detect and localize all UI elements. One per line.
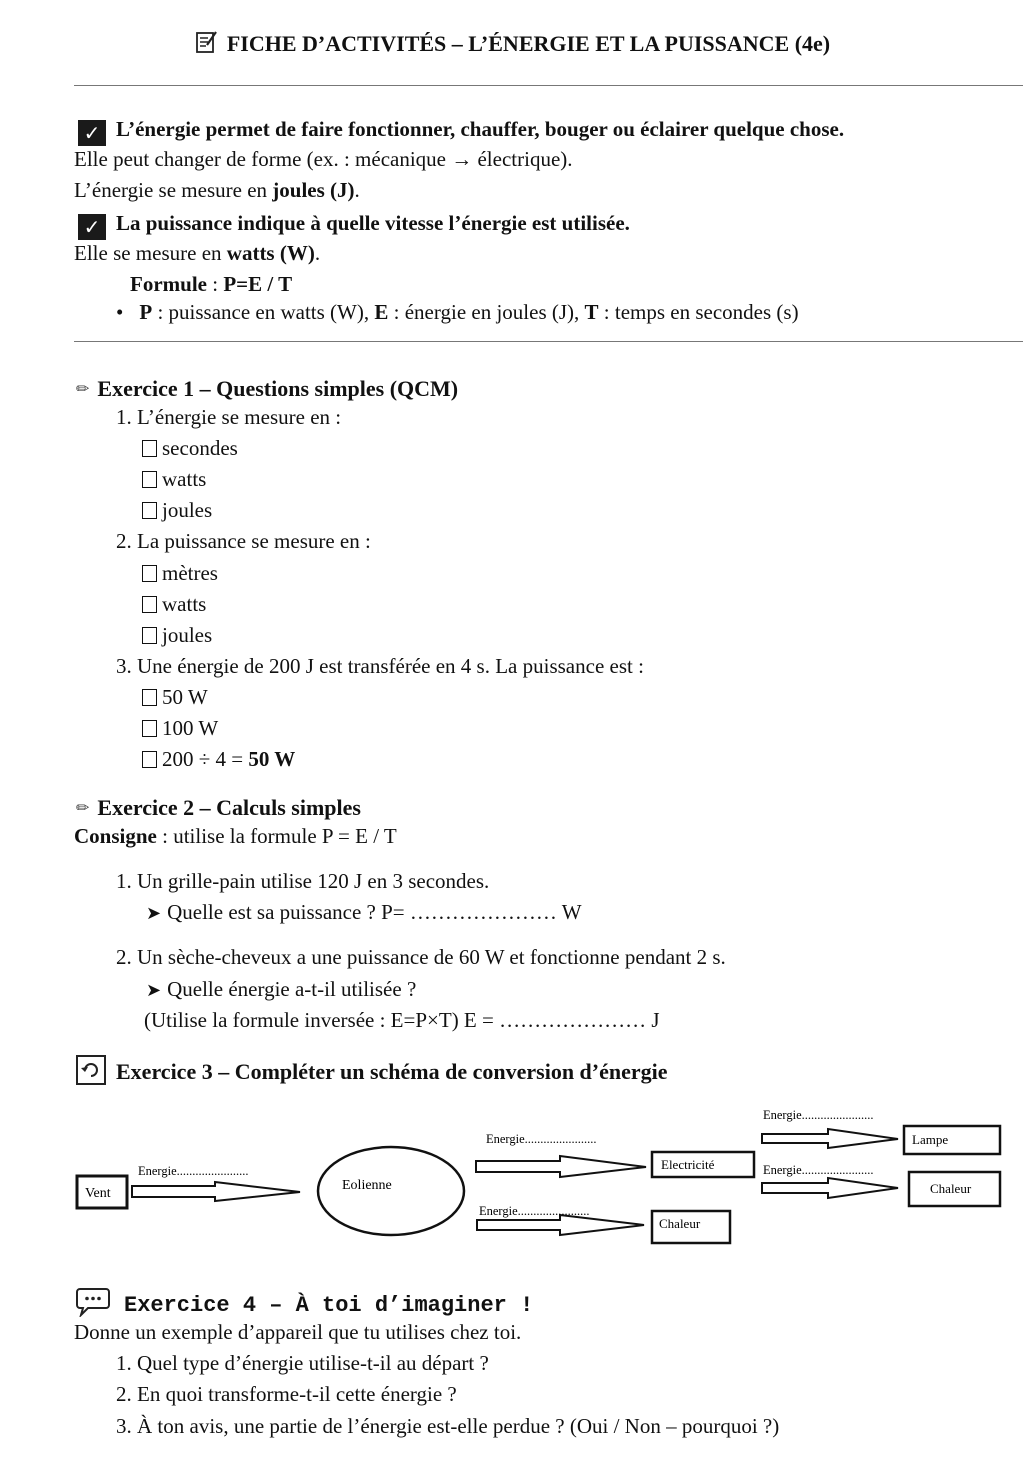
formula: Formule : P=E / T: [130, 272, 293, 296]
speech-bubble-icon: [76, 1287, 110, 1322]
pencil-icon: ✏: [76, 798, 90, 817]
arrow-eolienne-electricite: [476, 1156, 646, 1177]
formula-legend: • P : puissance en watts (W), E : énergie en joules (J), T : temps en secondes (s): [116, 300, 799, 324]
ex3-title: Exercice 3 – Compléter un schéma de conversion d’énergie: [76, 1055, 668, 1091]
arrow-electricite-lampe: [762, 1129, 898, 1148]
ex4-q3: 3. À ton avis, une partie de l’énergie est-elle perdue ? (Oui / Non – pourquoi ?): [116, 1414, 780, 1438]
energie-vent-label[interactable]: Energie.......................: [138, 1164, 249, 1178]
intro-check1: ✓ L’énergie permet de faire fonctionner, chauffer, bouger ou éclairer quelque chose.: [78, 117, 844, 146]
ex2-q2-answer[interactable]: (Utilise la formule inversée : E=P×T) E = ………………… J: [144, 1008, 660, 1032]
arrowhead-icon: ➤: [146, 980, 162, 1001]
title-text: FICHE D’ACTIVITÉS – L’ÉNERGIE ET LA PUISSANCE (4e): [226, 31, 831, 56]
energie-chaleur-label[interactable]: Energie.......................: [479, 1204, 590, 1218]
ex2-title: ✏ Exercice 2 – Calculs simples: [76, 795, 361, 820]
energie-chaleur2-label[interactable]: Energie.......................: [763, 1163, 874, 1177]
cycle-icon: [76, 1055, 106, 1091]
ex2-q2-sub: ➤ Quelle énergie a-t-il utilisée ?: [146, 977, 417, 1001]
ex4-intro: Donne un exemple d’appareil que tu utilises chez toi.: [74, 1320, 522, 1344]
ex2-q1-answer[interactable]: ➤ Quelle est sa puissance ? P= ………………… W: [146, 900, 582, 924]
divider: [74, 85, 1023, 86]
ex1-q2-option[interactable]: mètres: [142, 561, 218, 586]
intro-line: L’énergie se mesure en joules (J).: [74, 178, 360, 202]
vent-label: Vent: [85, 1186, 111, 1201]
ex2-consigne: Consigne : utilise la formule P = E / T: [74, 824, 397, 848]
intro-line: Elle se mesure en watts (W).: [74, 241, 321, 265]
checkmark-icon: ✓: [78, 214, 106, 240]
arrow-eolienne-chaleur: [477, 1215, 644, 1235]
memo-icon: [195, 30, 219, 60]
electricite-label: Electricité: [661, 1157, 715, 1172]
ex1-q1: 1. L’énergie se mesure en :: [116, 405, 342, 429]
arrowhead-icon: ➤: [146, 903, 162, 924]
ex1-q3-option[interactable]: 200 ÷ 4 = 50 W: [142, 747, 295, 772]
energie-lampe-label[interactable]: Energie.......................: [763, 1108, 874, 1122]
ex4-title: Exercice 4 – À toi d’imaginer !: [76, 1287, 533, 1322]
arrow-vent-eolienne: [132, 1182, 300, 1201]
pencil-icon: ✏: [76, 379, 90, 398]
ex2-q2: 2. Un sèche-cheveux a une puissance de 60 W et fonctionne pendant 2 s.: [116, 945, 726, 969]
chaleur-label: Chaleur: [659, 1216, 701, 1231]
ex1-q3-option[interactable]: 100 W: [142, 716, 218, 741]
ex1-q1-option[interactable]: secondes: [142, 436, 238, 461]
ex1-q2-option[interactable]: watts: [142, 592, 206, 617]
eolienne-label: Eolienne: [342, 1178, 392, 1193]
ex1-q1-option[interactable]: joules: [142, 498, 212, 523]
intro-line: Elle peut changer de forme (ex. : mécanique → électrique).: [74, 147, 573, 171]
ex2-q1: 1. Un grille-pain utilise 120 J en 3 secondes.: [116, 869, 490, 893]
divider: [74, 341, 1023, 342]
chaleur2-label: Chaleur: [930, 1181, 972, 1196]
energie-elec-label[interactable]: Energie.......................: [486, 1132, 597, 1146]
intro-check2: ✓ La puissance indique à quelle vitesse l’énergie est utilisée.: [78, 211, 630, 240]
arrow-electricite-chaleur: [762, 1178, 898, 1198]
ex1-q3: 3. Une énergie de 200 J est transférée en 4 s. La puissance est :: [116, 654, 644, 678]
ex4-q1: 1. Quel type d’énergie utilise-t-il au départ ?: [116, 1351, 489, 1375]
page-title: [0, 30, 1025, 60]
ex4-q2: 2. En quoi transforme-t-il cette énergie ?: [116, 1382, 457, 1406]
ex1-q1-option[interactable]: watts: [142, 467, 206, 492]
checkmark-icon: ✓: [78, 120, 106, 146]
ex1-title: ✏ Exercice 1 – Questions simples (QCM): [76, 376, 459, 401]
energy-conversion-diagram: [70, 1100, 1010, 1250]
lampe-label: Lampe: [912, 1132, 949, 1147]
ex1-q2-option[interactable]: joules: [142, 623, 212, 648]
ex1-q3-option[interactable]: 50 W: [142, 685, 208, 710]
ex1-q2: 2. La puissance se mesure en :: [116, 529, 371, 553]
